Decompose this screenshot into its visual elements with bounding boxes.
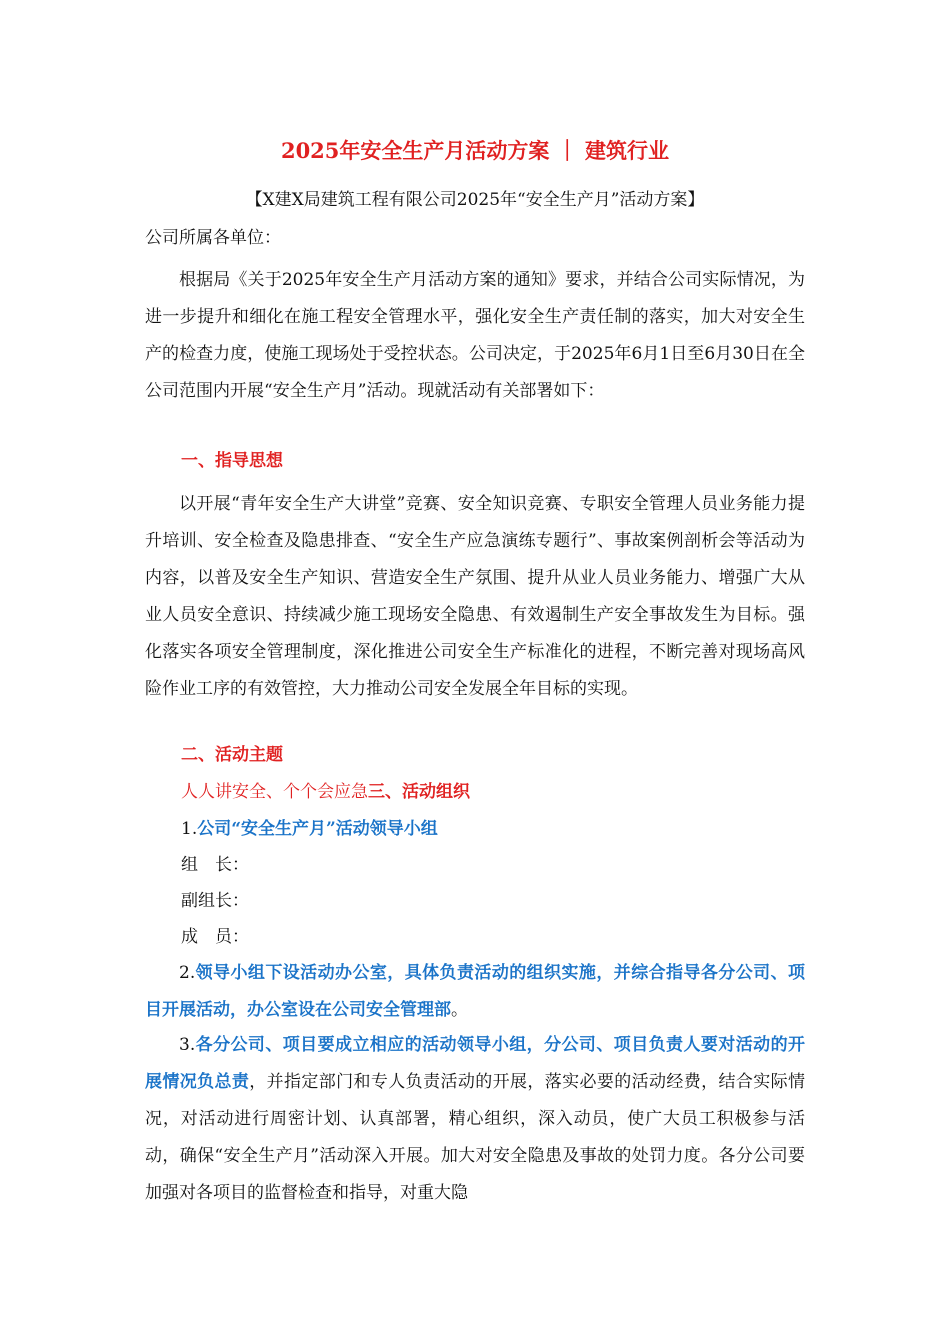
item3-paragraph: [145, 1027, 805, 1212]
leader-label: 组 长：: [181, 855, 249, 875]
document-subtitle: 【X建X局建筑工程有限公司2025年“安全生产月”活动方案】: [245, 190, 705, 210]
item2-number: 2.: [179, 963, 196, 983]
deputy-label: 副组长：: [181, 891, 249, 911]
member-label: 成 员：: [181, 927, 249, 947]
item1-number: 1.: [181, 819, 198, 839]
item3-rest-text: ，并指定部门和专人负责活动的开展，落实必要的活动经费，结合实际情况，对活动进行周密计划、认真部署，精心组织，深入动员，使广大员工积极参与活动，确保“安全生产月”活动深入开展。加大对安全隐患及事故的处罚力度。各分公司要加强对各项目的监督检查和指导，对重大隐: [145, 1072, 806, 1203]
item1-text: 公司“安全生产月”活动领导小组: [197, 819, 438, 839]
theme-line: [181, 777, 470, 807]
section1-heading: 一、指导思想: [181, 451, 283, 471]
item2-text: 领导小组下设活动办公室，具体负责活动的组织实施，并综合指导各分公司、项目开展活动，办公室设在公司安全管理部: [145, 963, 805, 1020]
theme-text: 人人讲安全、个个会应急: [181, 782, 368, 802]
section1-paragraph: 以开展“青年安全生产大讲堂”竞赛、安全知识竞赛、专职安全管理人员业务能力提升培训、安全检查及隐患排查、“安全生产应急演练专题行”、事故案例剖析会等活动为内容，以普及安全生产知识、营造安全生产氛围、提升从业人员业务能力、增强广大从业人员安全意识、持续减少施工现场安全隐患、有效遏制生产安全事故发生为目标。强化落实各项安全管理制度，深化推进公司安全生产标准化的进程，不断完善对现场高风险作业工序的有效管控，大力推动公司安全发展全年目标的实现。: [145, 494, 805, 699]
section3-heading: 三、活动组织: [368, 782, 470, 802]
section2-heading: 二、活动主题: [181, 745, 283, 765]
item3-number: 3.: [179, 1035, 196, 1055]
item2-paragraph: [145, 955, 805, 1029]
document-title: 2025年安全生产月活动方案 ｜ 建筑行业: [280, 138, 670, 163]
greeting-line: 公司所属各单位：: [145, 228, 281, 248]
item1-line: [181, 814, 438, 844]
intro-paragraph: 根据局《关于2025年安全生产月活动方案的通知》要求，并结合公司实际情况，为进一步提升和细化在施工程安全管理水平，强化安全生产责任制的落实，加大对安全生产的检查力度，使施工现场处于受控状态。公司决定，于2025年6月1日至6月30日在全公司范围内开展“安全生产月”活动。现就活动有关部署如下：: [145, 270, 805, 401]
item2-end: 。: [451, 1000, 468, 1020]
item3-bold-text: 各分公司、项目要成立相应的活动领导小组，分公司、项目负责人要对活动的开展情况负总责: [145, 1035, 805, 1092]
